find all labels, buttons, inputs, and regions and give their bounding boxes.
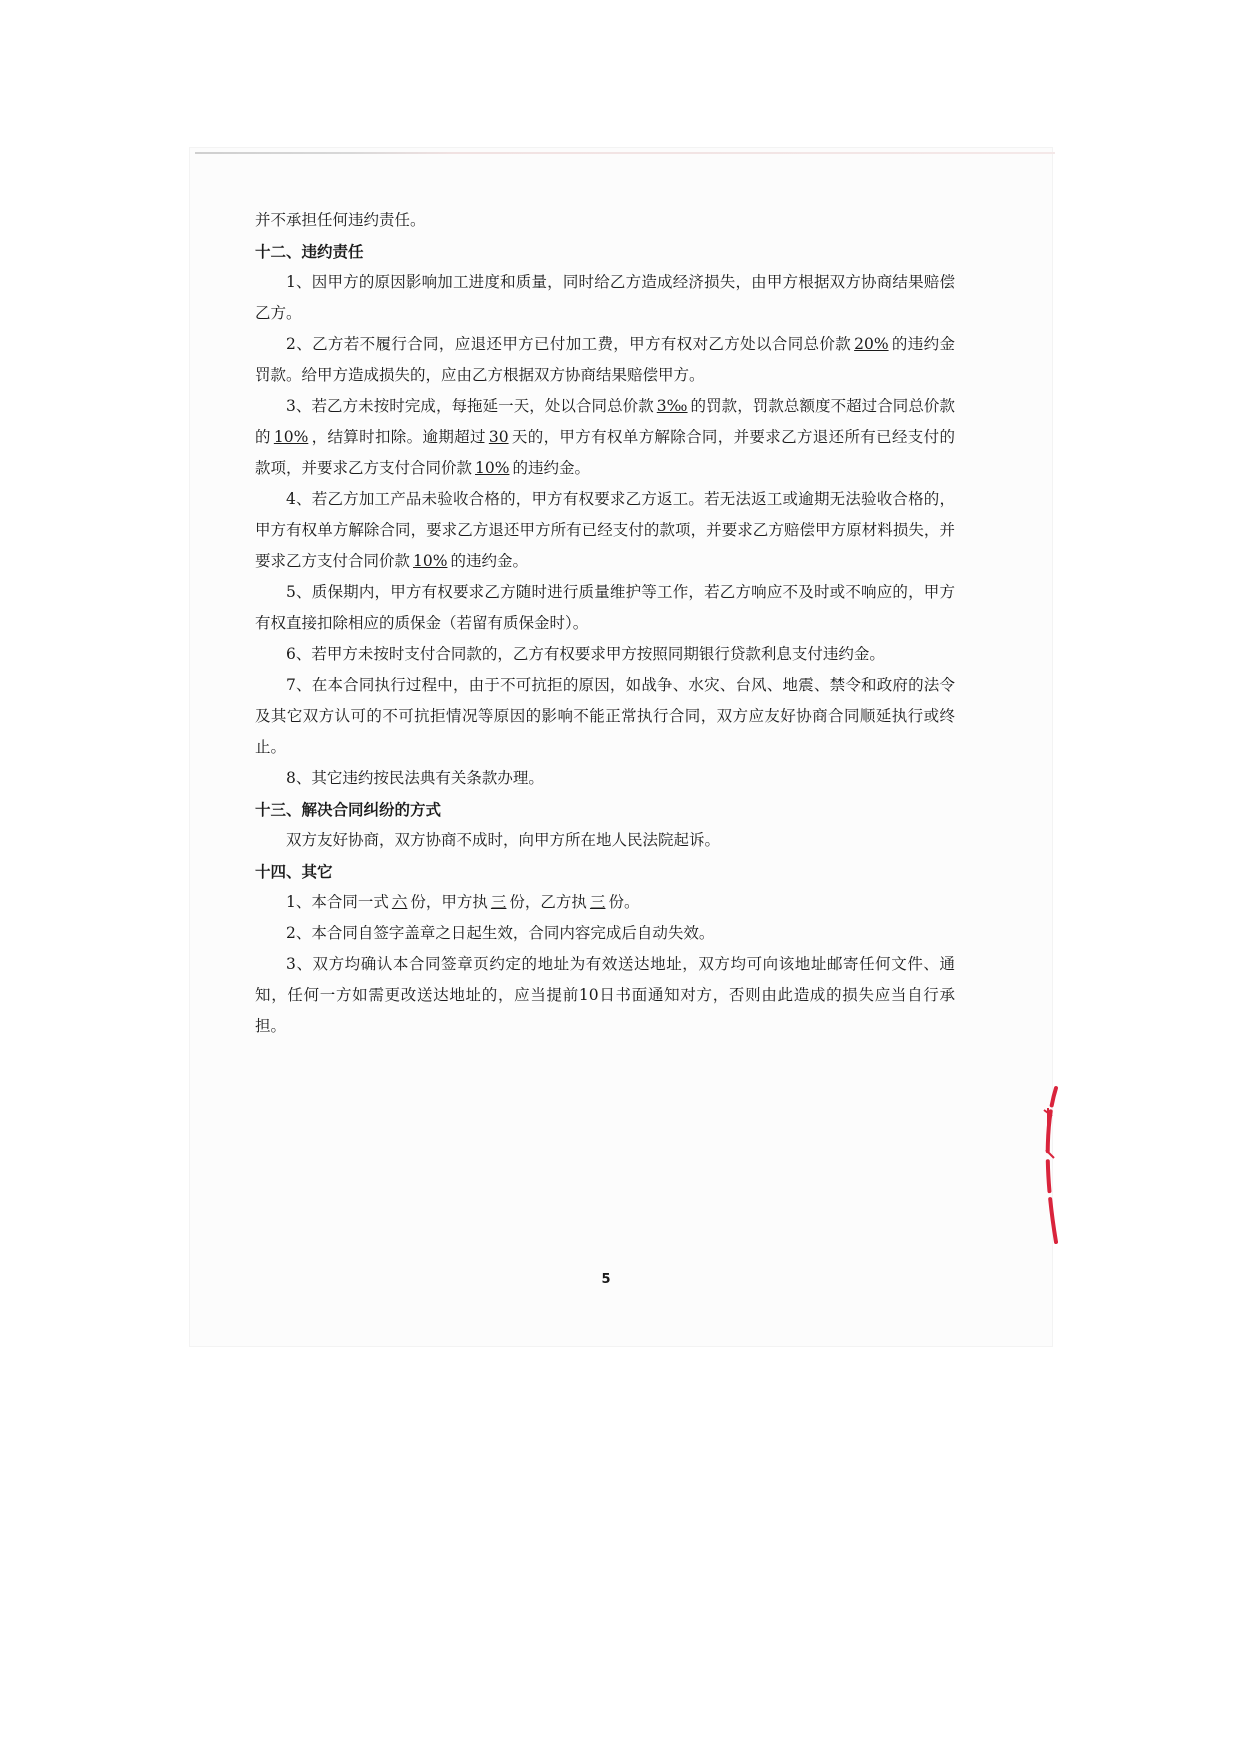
text-segment: ，结算时扣除。逾期超过 bbox=[311, 428, 486, 446]
paragraph: 1、因甲方的原因影响加工进度和质量，同时给乙方造成经济损失，由甲方根据双方协商结果赔偿乙方。 bbox=[255, 273, 955, 322]
underlined-value: 三 bbox=[589, 893, 606, 911]
text-segment: 的违约金罚款。给甲方造成损失的，应由乙方根据双方协商结果赔偿甲方。 bbox=[255, 335, 955, 384]
underlined-value: 六 bbox=[391, 893, 408, 911]
section-heading: 十二、违约责任 bbox=[255, 242, 364, 261]
paragraph bbox=[255, 391, 955, 484]
section-heading: 十四、其它 bbox=[255, 862, 333, 881]
top-rule bbox=[195, 152, 1055, 154]
text-segment: 2、乙方若不履行合同，应退还甲方已付加工费，甲方有权对乙方处以合同总价款 bbox=[286, 335, 852, 353]
underlined-value: 10% bbox=[475, 459, 510, 477]
paragraph: 双方友好协商，双方协商不成时，向甲方所在地人民法院起诉。 bbox=[286, 831, 721, 849]
underlined-value: 20% bbox=[854, 335, 889, 353]
underlined-value: 10% bbox=[413, 552, 448, 570]
underlined-value: 10% bbox=[273, 428, 309, 446]
paragraph bbox=[255, 484, 955, 577]
underlined-value: 30 bbox=[488, 428, 509, 446]
contract-body bbox=[255, 205, 955, 1042]
paragraph bbox=[255, 887, 955, 918]
paragraph: 并不承担任何违约责任。 bbox=[255, 211, 426, 229]
paragraph: 2、本合同自签字盖章之日起生效，合同内容完成后自动失效。 bbox=[286, 924, 715, 942]
text-segment: 份，甲方执 bbox=[410, 893, 488, 911]
underlined-value: 三 bbox=[490, 893, 507, 911]
section-heading: 十三、解决合同纠纷的方式 bbox=[255, 800, 442, 819]
paragraph: 5、质保期内，甲方有权要求乙方随时进行质量维护等工作，若乙方响应不及时或不响应的，甲方有权直接扣除相应的质保金（若留有质保金时）。 bbox=[255, 583, 955, 632]
text-segment: 3、若乙方未按时完成，每拖延一天，处以合同总价款 bbox=[286, 397, 654, 415]
text-segment: 天的，甲方有权单方解除合同，并要求乙方退还所有已经支付的款项，并要求乙方支付合同价款 bbox=[255, 428, 955, 477]
page-number: 5 bbox=[601, 1272, 611, 1287]
paragraph: 3、双方均确认本合同签章页约定的地址为有效送达地址，双方均可向该地址邮寄任何文件、通知，任何一方如需更改送达地址的，应当提前10日书面通知对方，否则由此造成的损失应当自行承担。 bbox=[255, 955, 955, 1035]
text-segment: 的违约金。 bbox=[512, 459, 590, 477]
paragraph: 7、在本合同执行过程中，由于不可抗拒的原因，如战争、水灾、台风、地震、禁令和政府的法令及其它双方认可的不可抗拒情况等原因的影响不能正常执行合同，双方应友好协商合同顺延执行或终止。 bbox=[255, 676, 955, 756]
red-seal-fragment-icon bbox=[1022, 1080, 1062, 1250]
paragraph bbox=[255, 329, 955, 391]
text-segment: 1、本合同一式 bbox=[286, 893, 389, 911]
text-segment: 份。 bbox=[608, 893, 640, 911]
paragraph: 6、若甲方未按时支付合同款的，乙方有权要求甲方按照同期银行贷款利息支付违约金。 bbox=[286, 645, 885, 663]
paragraph: 8、其它违约按民法典有关条款办理。 bbox=[286, 769, 544, 787]
text-segment: 的违约金。 bbox=[450, 552, 528, 570]
text-segment: 份，乙方执 bbox=[509, 893, 587, 911]
underlined-value: 3‰ bbox=[656, 397, 688, 415]
text-segment: 的罚款，罚款总额度不超过合同总价款的 bbox=[255, 397, 955, 446]
text-segment: 4、若乙方加工产品未验收合格的，甲方有权要求乙方返工。若无法返工或逾期无法验收合格的，甲方有权单方解除合同，要求乙方退还甲方所有已经支付的款项，并要求乙方赔偿甲方原材料损失，并要求乙方支付合同价款 bbox=[255, 490, 955, 570]
